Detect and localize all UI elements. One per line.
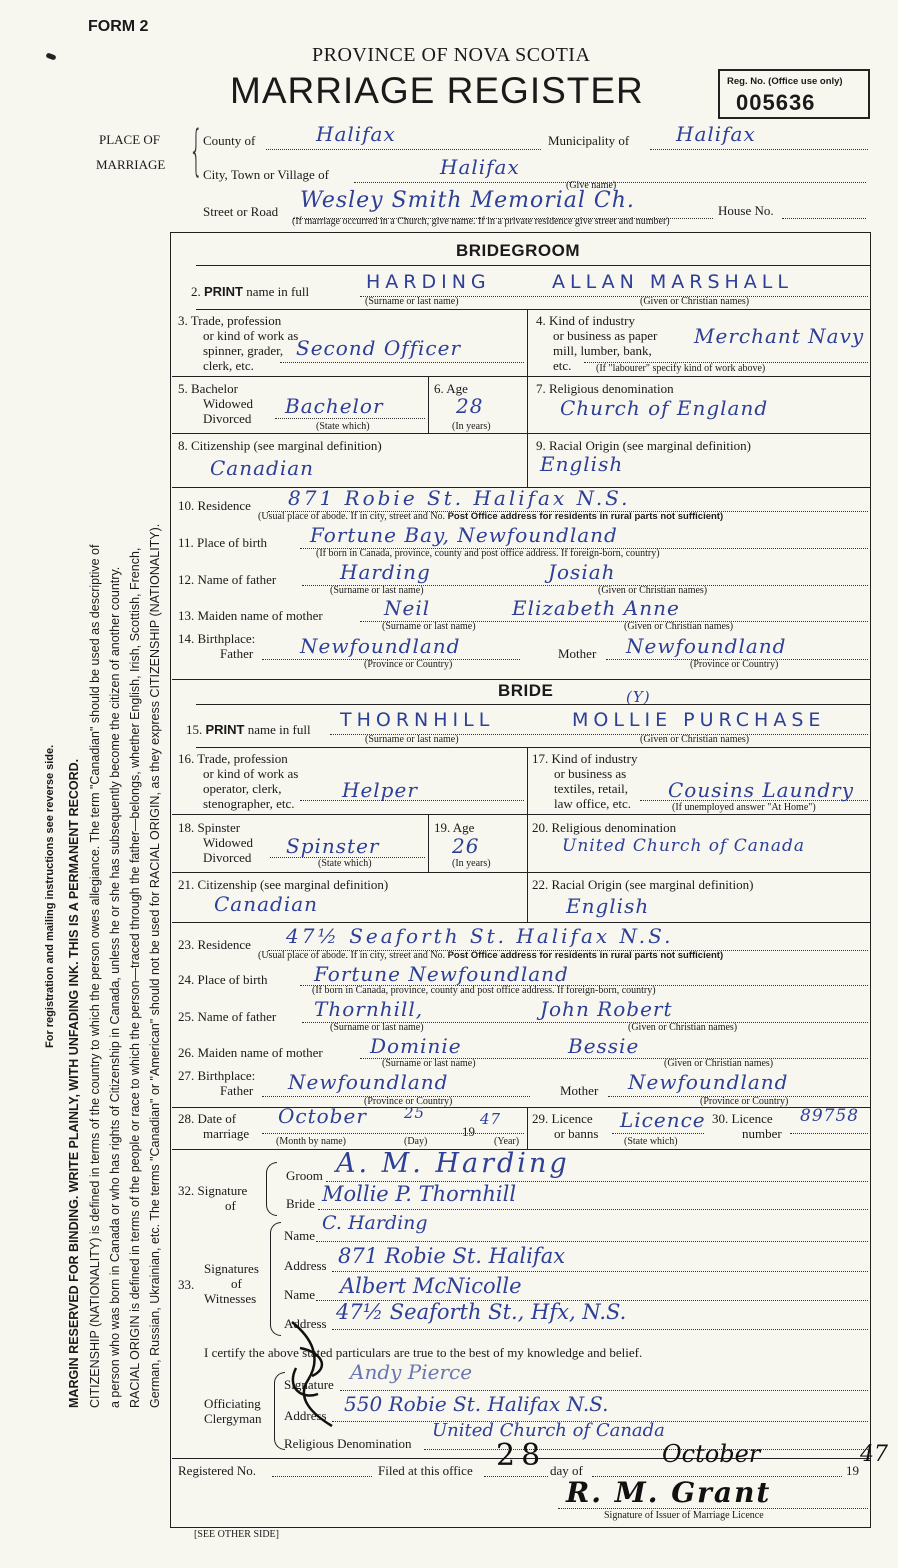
bride-surname-note: (Surname or last name) <box>365 734 459 745</box>
groom-bp-father-note: (Province or Country) <box>364 659 453 670</box>
document-title: MARRIAGE REGISTER <box>230 70 644 111</box>
groom-bp-label: 14. Birthplace: <box>178 631 256 646</box>
groom-birthplace-note: (If born in Canada, province, county and post office address. If foreign-born, country) <box>316 548 660 559</box>
bride-status-label: 18. Spinster Widowed Divorced <box>178 820 254 865</box>
w2-address: 47½ Seaforth St., Hfx, N.S. <box>336 1300 627 1324</box>
bride-industry: Cousins Laundry <box>668 778 855 802</box>
bride-racial: English <box>566 894 650 918</box>
bride-trade: Helper <box>342 778 418 802</box>
licence-label: 29. Licence or banns <box>532 1111 599 1141</box>
groom-religion: Church of England <box>560 396 769 420</box>
bride-bp-label: 27. Birthplace: <box>178 1068 256 1083</box>
groom-racial-label: 9. Racial Origin (see marginal definition) <box>536 438 751 453</box>
margin-racial-2: German, Russian, Ukrainian, etc. The terms "Canadian" or "American" should not be used for RACIAL ORIGIN, as they express CITIZENSHIP (NATIONALITY). <box>148 523 162 1408</box>
bride-father-given: John Robert <box>540 997 673 1021</box>
street-label: Street or Road <box>203 204 279 219</box>
city-value: Halifax <box>440 155 520 179</box>
bride-industry-note: (If unemployed answer "At Home") <box>672 802 816 813</box>
off-sig-label: Signature <box>284 1377 334 1392</box>
groom-racial: English <box>540 452 624 476</box>
marriage-month: October <box>278 1104 367 1128</box>
groom-birthplace-label: 11. Place of birth <box>178 535 268 550</box>
off-religion-label: Religious Denomination <box>284 1436 412 1451</box>
licence-number-label: 30. Licence number <box>712 1111 782 1141</box>
street-note: (If marriage occurred in a Church, give name. If in a private residence give street and number) <box>292 216 670 227</box>
bride-religion: United Church of Canada <box>562 836 805 856</box>
groom-status-label: 5. Bachelor Widowed Divorced <box>178 381 254 426</box>
bride-father-surname-note: (Surname or last name) <box>330 1022 424 1033</box>
certify-statement: I certify the above stated particulars are true to the best of my knowledge and belief. <box>204 1345 643 1360</box>
bride-age-label: 19. Age <box>434 820 475 835</box>
groom-sig-label: Groom <box>286 1168 323 1183</box>
officiating-label: Officiating Clergyman <box>204 1396 262 1426</box>
clergyman-flourish <box>282 1318 352 1430</box>
bride-name-label: 15. PRINT name in full <box>186 722 311 737</box>
groom-status: Bachelor <box>285 394 384 418</box>
municipality-value: Halifax <box>676 122 756 146</box>
bride-bp-father-note: (Province or Country) <box>364 1096 453 1107</box>
groom-industry-label: 4. Kind of industry or business as paper mill, lumber, bank, etc. <box>536 313 658 373</box>
month-note: (Month by name) <box>276 1136 346 1147</box>
bride-father-surname: Thornhill, <box>314 997 424 1021</box>
w2-name: Albert McNicolle <box>340 1274 522 1298</box>
groom-mother-given-note: (Given or Christian names) <box>624 621 734 632</box>
marriage-year: 47 <box>480 1110 502 1128</box>
groom-status-note: (State which) <box>316 421 370 432</box>
groom-bp-mother-note: (Province or Country) <box>690 659 779 670</box>
groom-given-note: (Given or Christian names) <box>640 296 750 307</box>
groom-surname-note: (Surname or last name) <box>365 296 459 307</box>
issuer-label: Signature of Issuer of Marriage Licence <box>604 1510 764 1521</box>
bride-citizenship: Canadian <box>214 892 319 916</box>
county-value: Halifax <box>316 122 396 146</box>
reg-no-box <box>718 69 870 119</box>
groom-age: 28 <box>456 394 484 418</box>
groom-father-label: 12. Name of father <box>178 572 277 587</box>
bride-father-label: 25. Name of father <box>178 1009 277 1024</box>
groom-mother-surname: Neil <box>384 596 431 620</box>
sig-brace <box>266 1162 277 1216</box>
filed-year-prefix: 19 <box>846 1463 859 1478</box>
bride-mother-surname-note: (Surname or last name) <box>382 1058 476 1069</box>
bride-trade-label: 16. Trade, profession or kind of work as operator, clerk, stenographer, etc. <box>178 751 299 811</box>
bride-heading: BRIDE <box>498 681 554 700</box>
bride-mother-label: 26. Maiden name of mother <box>178 1045 323 1060</box>
bride-given-note: (Given or Christian names) <box>640 734 750 745</box>
witness-label: Signatures of Witnesses <box>204 1261 259 1306</box>
city-note: (Give name) <box>566 180 617 191</box>
groom-residence: 871 Robie St. Halifax N.S. <box>288 486 631 510</box>
sig-label: 32. Signature of <box>178 1183 248 1213</box>
city-label: City, Town or Village of <box>203 167 329 182</box>
house-label: House No. <box>718 203 774 218</box>
bride-bp-mother-label: Mother <box>560 1083 599 1098</box>
groom-age-label: 6. Age <box>434 381 468 396</box>
bride-father-given-note: (Given or Christian names) <box>628 1022 738 1033</box>
w1-name: C. Harding <box>322 1212 428 1234</box>
groom-bp-mother-label: Mother <box>558 646 597 661</box>
margin-citizenship-2: a person who was born in Canada or who has rights of Citizenship in Canada, unless he or she has subsequently become the citizen of another country. <box>108 566 122 1408</box>
groom-father-surname-note: (Surname or last name) <box>330 585 424 596</box>
place-label-2: MARRIAGE <box>96 157 166 172</box>
groom-mother-label: 13. Maiden name of mother <box>178 608 323 623</box>
groom-mother-surname-note: (Surname or last name) <box>382 621 476 632</box>
licence-number: 89758 <box>800 1106 860 1126</box>
margin-binding: MARGIN RESERVED FOR BINDING. WRITE PLAINLY, WITH UNFADING INK. THIS IS A PERMANENT RECORD. <box>67 758 81 1408</box>
filed-month: October <box>662 1440 761 1468</box>
place-brace: { <box>189 119 204 182</box>
groom-industry-note: (If "labourer" specify kind of work above) <box>596 363 766 374</box>
margin-citizenship-1: CITIZENSHIP (NATIONALITY) is defined in terms of the country to which the person owes allegiance. The term "Canadian" should be used as descriptive of <box>88 544 102 1408</box>
ink-mark <box>45 52 56 60</box>
groom-given: ALLAN MARSHALL <box>552 271 793 293</box>
witness-num: 33. <box>178 1277 195 1292</box>
form-number: FORM 2 <box>88 18 149 35</box>
reg-no-label: Reg. No. (Office use only) <box>727 76 843 87</box>
groom-citizenship: Canadian <box>210 456 315 480</box>
groom-religion-label: 7. Religious denomination <box>536 381 674 396</box>
filed-day: 28 <box>496 1438 547 1473</box>
w1-address-label: Address <box>284 1258 327 1273</box>
bride-bp-father-label: Father <box>220 1083 254 1098</box>
groom-bp-father-label: Father <box>220 646 254 661</box>
groom-mother-given: Elizabeth Anne <box>512 596 680 620</box>
w1-name-label: Name <box>284 1228 316 1243</box>
bride-mother-surname: Dominie <box>370 1034 462 1058</box>
bride-surname: THORNHILL <box>340 709 495 731</box>
bride-bp-father: Newfoundland <box>288 1070 449 1094</box>
bride-given-mark: (Y) <box>626 688 651 706</box>
bride-mother-given-note: (Given or Christian names) <box>664 1058 774 1069</box>
groom-father-given: Josiah <box>548 560 616 584</box>
bride-given: MOLLIE PURCHASE <box>572 709 826 731</box>
groom-birthplace: Fortune Bay, Newfoundland <box>310 523 618 547</box>
groom-bp-mother: Newfoundland <box>626 634 787 658</box>
off-address: 550 Robie St. Halifax N.S. <box>344 1392 609 1416</box>
groom-surname: HARDING <box>366 271 491 293</box>
reg-no: 005636 <box>736 90 816 115</box>
off-signature: Andy Pierce <box>350 1360 473 1384</box>
day-of-label: day of <box>550 1463 583 1478</box>
bride-bp-mother: Newfoundland <box>628 1070 789 1094</box>
filed-year: 47 <box>860 1442 888 1467</box>
off-religion: United Church of Canada <box>432 1420 665 1441</box>
groom-industry: Merchant Navy <box>694 324 865 348</box>
bride-industry-label: 17. Kind of industry or business as textiles, retail, law office, etc. <box>532 751 638 811</box>
bride-religion-label: 20. Religious denomination <box>532 820 677 835</box>
bride-age: 26 <box>452 834 480 858</box>
groom-father-given-note: (Given or Christian names) <box>598 585 708 596</box>
witness-brace <box>270 1222 281 1336</box>
bride-residence-label: 23. Residence <box>178 937 251 952</box>
year-note: (Year) <box>494 1136 520 1147</box>
bride-age-note: (In years) <box>452 858 491 869</box>
bride-signature: Mollie P. Thornhill <box>322 1182 517 1206</box>
marriage-day: 25 <box>404 1104 426 1122</box>
bride-status: Spinster <box>286 834 380 858</box>
date-label: 28. Date of marriage <box>178 1111 250 1141</box>
groom-citizenship-label: 8. Citizenship (see marginal definition) <box>178 438 382 453</box>
place-label-1: PLACE OF <box>99 132 161 147</box>
groom-residence-note: (Usual place of abode. If in city, street and No. Post Office address for residents in rural parts not sufficient) <box>258 511 724 522</box>
bride-racial-label: 22. Racial Origin (see marginal definition) <box>532 877 754 892</box>
day-note: (Day) <box>404 1136 428 1147</box>
province-title: PROVINCE OF NOVA SCOTIA <box>312 44 591 66</box>
bride-bp-mother-note: (Province or Country) <box>700 1096 789 1107</box>
groom-signature: A. M. Harding <box>336 1148 570 1179</box>
filed-label: Filed at this office <box>378 1463 473 1478</box>
bride-birthplace: Fortune Newfoundland <box>314 962 569 986</box>
licence-type: Licence <box>620 1108 706 1132</box>
bridegroom-heading: BRIDEGROOM <box>456 241 580 260</box>
bride-residence-note: (Usual place of abode. If in city, street and No. Post Office address for residents in rural parts not sufficient) <box>258 950 724 961</box>
bride-status-note: (State which) <box>318 858 372 869</box>
bride-residence: 47½ Seaforth St. Halifax N.S. <box>286 924 674 948</box>
see-other-side: [SEE OTHER SIDE] <box>194 1529 279 1540</box>
licence-type-note: (State which) <box>624 1136 678 1147</box>
groom-bp-father: Newfoundland <box>300 634 461 658</box>
w2-address-label: Address <box>284 1316 327 1331</box>
bride-citizenship-label: 21. Citizenship (see marginal definition) <box>178 877 389 892</box>
margin-racial-1: RACIAL ORIGIN is defined in terms of the people or race to which the person—traced through the father—belongs, whether English, Irish, Scottish, French, <box>128 547 142 1408</box>
w2-name-label: Name <box>284 1287 316 1302</box>
w1-address: 871 Robie St. Halifax <box>338 1244 566 1268</box>
groom-residence-label: 10. Residence <box>178 498 251 513</box>
municipality-label: Municipality of <box>548 133 630 148</box>
marriage-year-prefix: 19 <box>462 1124 475 1139</box>
registered-label: Registered No. <box>178 1463 256 1478</box>
margin-instructions: For registration and mailing instructions see reverse side. <box>44 744 56 1048</box>
county-label: County of <box>203 133 256 148</box>
off-address-label: Address <box>284 1408 327 1423</box>
groom-trade-label: 3. Trade, profession or kind of work as spinner, grader, clerk, etc. <box>178 313 299 373</box>
groom-father-surname: Harding <box>340 560 431 584</box>
street-value: Wesley Smith Memorial Ch. <box>300 188 635 213</box>
bride-birthplace-note: (If born in Canada, province, county and post office address. If foreign-born, country) <box>312 985 656 996</box>
issuer-signature: R. M. Grant <box>566 1476 772 1509</box>
groom-name-label: 2. PRINT name in full <box>191 284 310 299</box>
groom-age-note: (In years) <box>452 421 491 432</box>
bride-sig-label: Bride <box>286 1196 315 1211</box>
bride-mother-given: Bessie <box>568 1034 640 1058</box>
bride-birthplace-label: 24. Place of birth <box>178 972 268 987</box>
groom-trade: Second Officer <box>296 336 462 360</box>
